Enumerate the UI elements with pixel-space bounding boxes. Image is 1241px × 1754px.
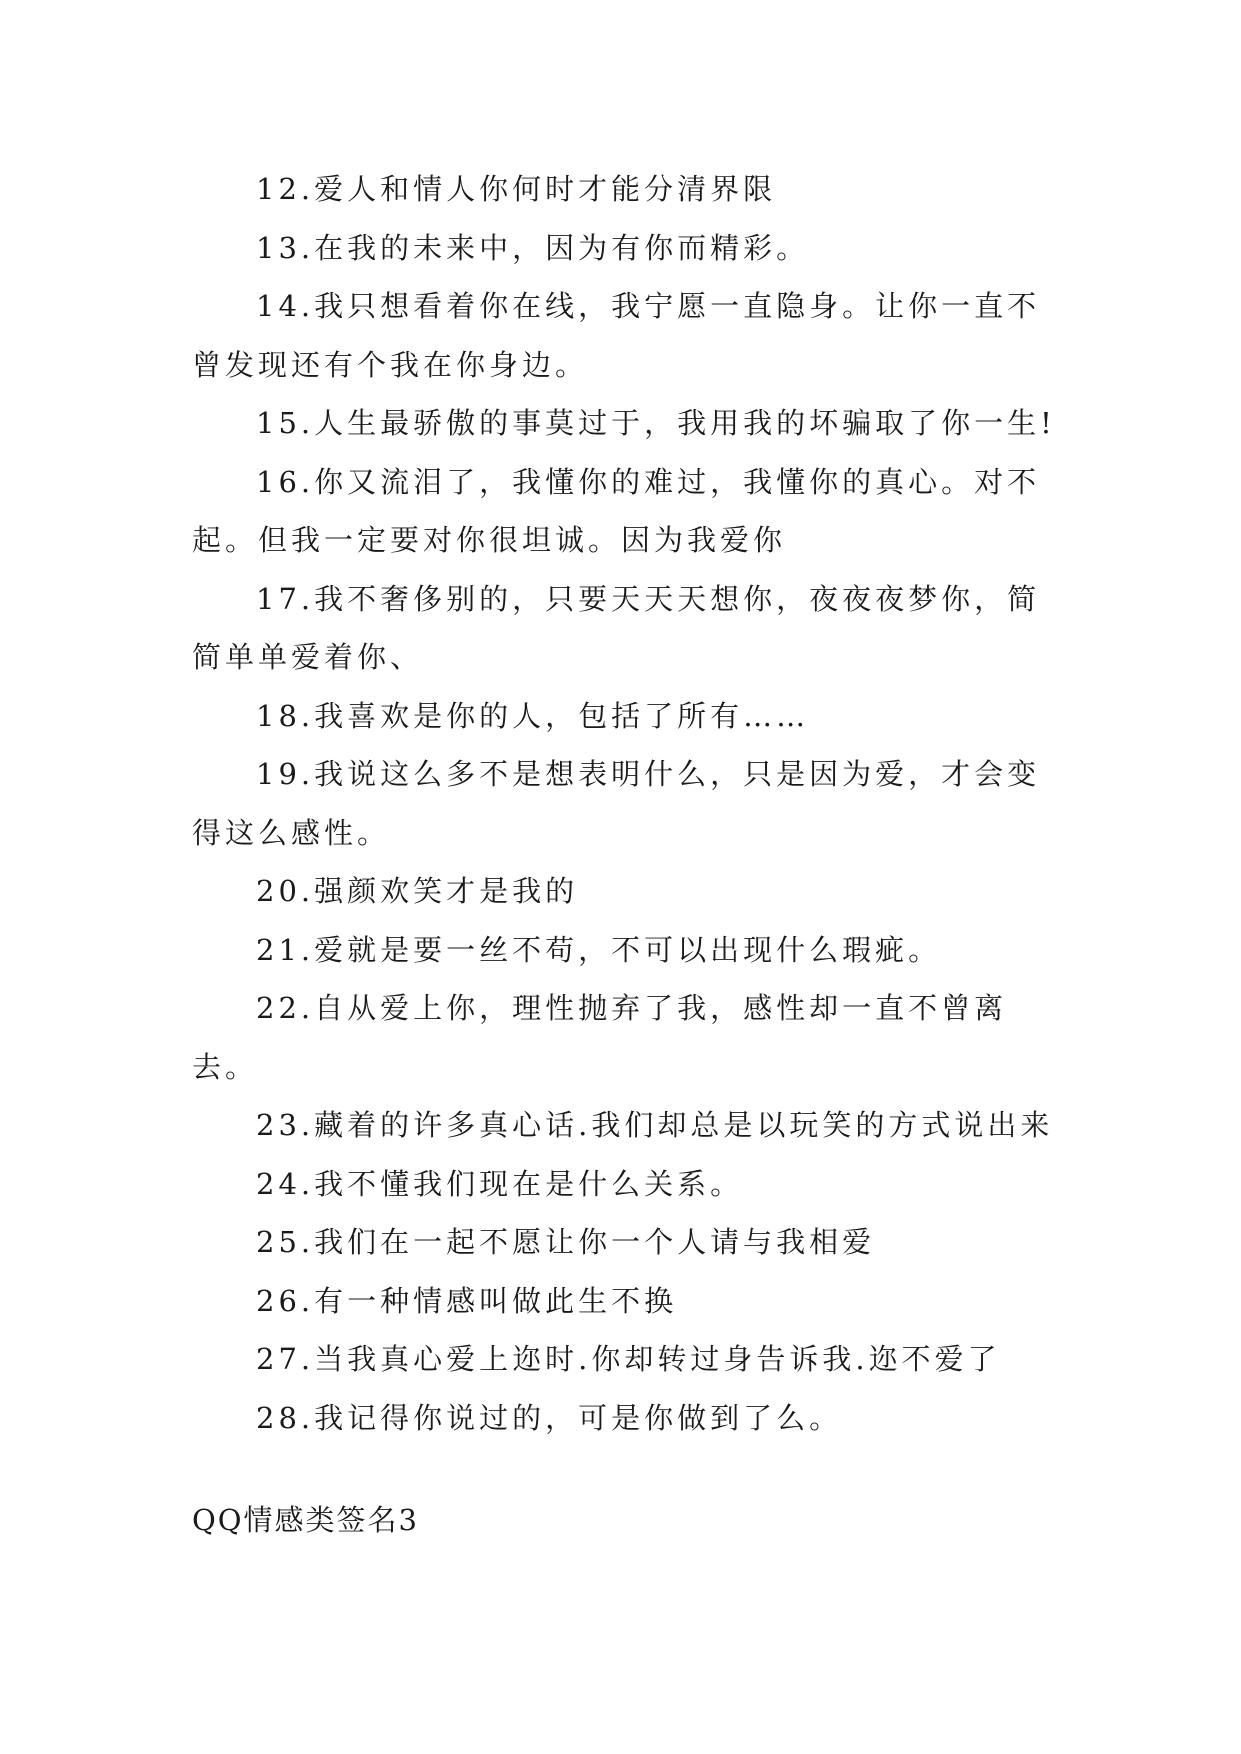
- list-item: 14.我只想看着你在线，我宁愿一直隐身。让你一直不曾发现还有个我在你身边。: [192, 289, 1041, 382]
- list-item: 15.人生最骄傲的事莫过于，我用我的坏骗取了你一生!: [256, 406, 1056, 440]
- list-item: 12.爱人和情人你何时才能分清界限: [256, 172, 777, 206]
- list-item: 17.我不奢侈别的，只要天天天想你，夜夜夜梦你，简简单单爱着你、: [192, 581, 1041, 674]
- list-item: 18.我喜欢是你的人，包括了所有……: [256, 698, 810, 733]
- section-heading: QQ情感类签名3: [192, 1503, 420, 1537]
- list-item: 22.自从爱上你，理性抛弃了我，感性却一直不曾离去。: [192, 991, 1008, 1084]
- list-item: 26.有一种情感叫做此生不换: [256, 1283, 678, 1318]
- list-item: 23.藏着的许多真心话.我们却总是以玩笑的方式说出来: [256, 1108, 1054, 1142]
- list-item: 21.爱就是要一丝不苟，不可以出现什么瑕疵。: [256, 932, 942, 967]
- signature-list: [192, 160, 1072, 1447]
- list-item: 19.我说这么多不是想表明什么，只是因为爱，才会变得这么感性。: [192, 757, 1041, 850]
- list-item: 20.强颜欢笑才是我的: [256, 874, 579, 908]
- list-item: 28.我记得你说过的，可是你做到了么。: [256, 1400, 843, 1435]
- list-item: 25.我们在一起不愿让你一个人请与我相爱: [256, 1225, 876, 1259]
- list-item: 27.当我真心爱上迩时.你却转过身告诉我.迩不爱了: [256, 1342, 1001, 1376]
- list-item: 16.你又流泪了，我懂你的难过，我懂你的真心。对不起。但我一定要对你很坦诚。因为我爱你: [192, 464, 1041, 557]
- list-item: 13.在我的未来中，因为有你而精彩。: [256, 230, 810, 265]
- list-item: 24.我不懂我们现在是什么关系。: [256, 1166, 744, 1201]
